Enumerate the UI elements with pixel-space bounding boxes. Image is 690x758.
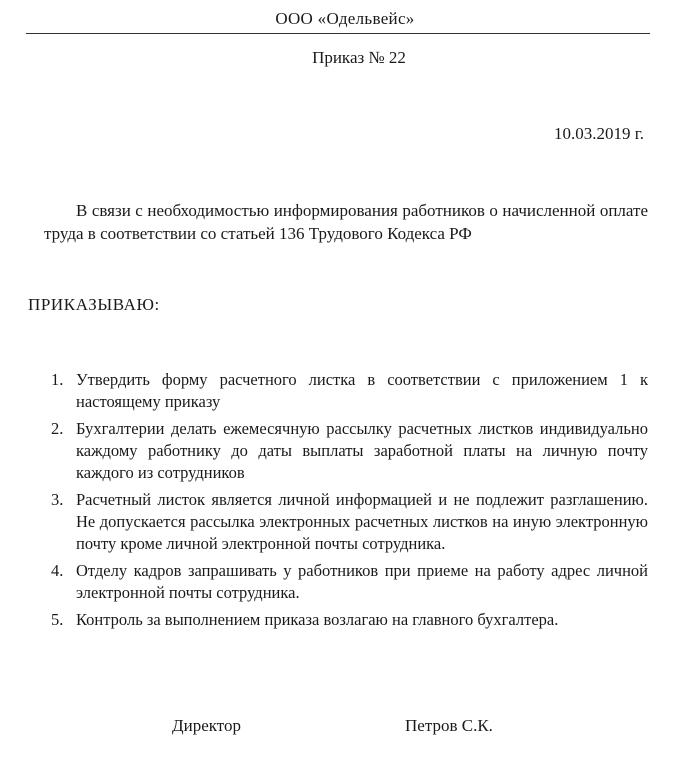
order-item-1 — [42, 369, 648, 413]
order-item-text: Бухгалтерии делать ежемесячную рассылку расчетных листков индивидуально каждому работнику до даты выплаты заработной платы на личную почту каждого из сотрудников — [76, 419, 648, 482]
order-item-3 — [42, 489, 648, 555]
order-item-4 — [42, 560, 648, 604]
order-date: 10.03.2019 г. — [553, 124, 644, 143]
order-item-2 — [42, 418, 648, 484]
header-divider — [26, 33, 650, 34]
order-item-number: 3. — [51, 490, 64, 509]
preamble-paragraph: В связи с необходимостью информирования работников о начисленной оплате труда в соответствии со статьей 136 Трудового Кодекса РФ — [44, 201, 648, 243]
order-item-text: Утвердить форму расчетного листка в соответствии с приложением 1 к настоящему приказу — [76, 370, 648, 411]
order-item-number: 2. — [51, 419, 64, 438]
order-item-text: Отделу кадров запрашивать у работников при приеме на работу адрес личной электронной почты сотрудника. — [76, 561, 648, 602]
order-item-text: Расчетный листок является личной информацией и не подлежит разглашению. Не допускается рассылка электронных расчетных листков на иную электронную почту кроме личной электронной почты сотрудника. — [76, 490, 648, 553]
order-item-text: Контроль за выполнением приказа возлагаю на главного бухгалтера. — [76, 610, 559, 629]
order-directive-heading: ПРИКАЗЫВАЮ: — [28, 295, 160, 314]
order-item-number: 5. — [51, 610, 64, 629]
signatory-name: Петров С.К. — [405, 716, 493, 735]
order-item-number: 1. — [51, 370, 64, 389]
order-title: Приказ № 22 — [312, 48, 406, 67]
order-item-5 — [42, 609, 648, 631]
signatory-role: Директор — [172, 716, 241, 735]
order-item-number: 4. — [51, 561, 64, 580]
company-name: ООО «Одельвейс» — [275, 9, 415, 28]
order-items-list — [42, 369, 648, 636]
